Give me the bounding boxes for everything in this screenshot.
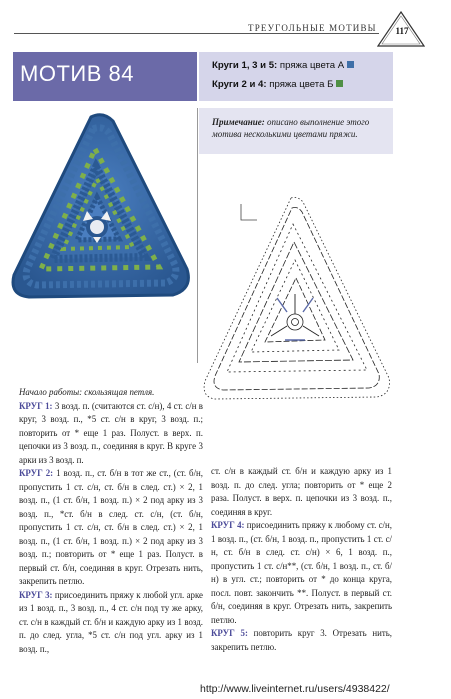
yarn-line-b-label: Круги 2 и 4: xyxy=(212,79,267,90)
page-number: 117 xyxy=(395,26,409,36)
header-rule xyxy=(14,33,379,34)
note-label: Примечание: xyxy=(212,117,265,127)
yarn-line-a-value: пряжа цвета А xyxy=(279,60,345,71)
round4-paragraph xyxy=(211,519,392,627)
note-text xyxy=(212,116,390,140)
round5-text: повторить круг 3. Отрезать нить, закрепить петлю. xyxy=(211,628,392,652)
round1-paragraph xyxy=(19,400,203,468)
round3-continuation: ст. с/н в каждый ст. б/н и каждую арку из 1 возд. п. до след. угла; повторить от * еще 2 раза. Полуст. в верх. п. цепочки из 3 возд. п., соединяя в круг. xyxy=(211,466,392,517)
instructions-right-column xyxy=(211,465,392,654)
source-url: http://www.liveinternet.ru/users/4938422/ xyxy=(200,683,390,695)
start-instruction xyxy=(19,386,203,400)
column-divider xyxy=(197,108,198,363)
start-text: Начало работы: скользящая петля. xyxy=(19,387,155,397)
round3-label: КРУГ 3: xyxy=(19,589,53,600)
round2-text: 1 возд. п., ст. б/н в тот же ст., (ст. б/н, пропустить 1 ст. с/н, ст. б/н в след. ст.) × 2, 1 возд. п., (1 ст. б/н, 1 возд. п.) × 2 под арку из 3 возд. п., *ст. б/н в след. ст. с/н, (ст. б/н, пропустить 1 ст. с/н, ст. б/н в след. ст.) × 2, 1 возд. п., (1 ст. б/н, 1 возд. п.) × 2 под арку из 3 возд. п.; повторить от * еще 1 раз. Полуст. в первый ст. б/н, соединяя в круг. Отрезать нить, закрепить петлю. xyxy=(19,468,204,586)
round4-label: КРУГ 4: xyxy=(211,520,245,530)
round3-text: присоединить пряжу к любой угл. арке из 1 возд. п., 3 возд. п., 4 ст. с/н под ту же арку, ст. с/н в каждый ст. б/н и каждую арку из 1 возд. п. до след. угла, *5 ст. с/н под угл. арку из 1 возд. п., xyxy=(19,589,203,654)
crochet-chart-diagram xyxy=(201,194,393,406)
yarn-line-a xyxy=(212,60,354,71)
yarn-line-b xyxy=(212,79,343,90)
yarn-line-a-label: Круги 1, 3 и 5: xyxy=(212,60,278,71)
round2-paragraph xyxy=(19,467,203,589)
round3-paragraph xyxy=(19,589,203,657)
round1-label: КРУГ 1: xyxy=(19,400,53,411)
motif-title: МОТИВ 84 xyxy=(20,61,134,86)
note-body: описано выполнение этого мотива несколькими цветами пряжи. xyxy=(212,117,370,139)
round5-paragraph xyxy=(211,627,392,654)
motif-photo xyxy=(7,107,193,307)
yarn-line-b-value: пряжа цвета Б xyxy=(269,79,334,90)
instructions-left-column xyxy=(19,386,203,656)
section-title: ТРЕУГОЛЬНЫЕ МОТИВЫ xyxy=(248,23,377,33)
color-b-swatch-icon xyxy=(336,80,343,87)
page-header xyxy=(0,0,451,46)
color-a-swatch-icon xyxy=(347,61,354,68)
round4-text: присоединить пряжу к любому ст. с/н, 1 возд. п., (ст. б/н, 1 возд. п., пропустить 1 ст. с/н, ст. б/н в след. ст. с/н) × 6, 1 возд. п., пропустить 1 ст. с/н**, (ст. б/н, 1 возд. п., ст. б/н) в угл. ст.; повторить от * до конца круга, посл. повт. закончить **. Полуст. в первый ст. б/н, соединяя в круг. Отрезать нить, закрепить петлю. xyxy=(211,520,392,625)
round1-text: 3 возд. п. (считаются ст. с/н), 4 ст. с/н в круг, 3 возд. п., *5 ст. с/н в круг, 3 возд. п.; повторить от * еще 1 раз. Полуст. в верх. п. цепочки из 3 возд. п., соединяя в круг. В круге 3 арки из 3 возд. п. xyxy=(19,400,203,465)
round2-label: КРУГ 2: xyxy=(19,468,54,478)
round5-label: КРУГ 5: xyxy=(211,628,248,638)
